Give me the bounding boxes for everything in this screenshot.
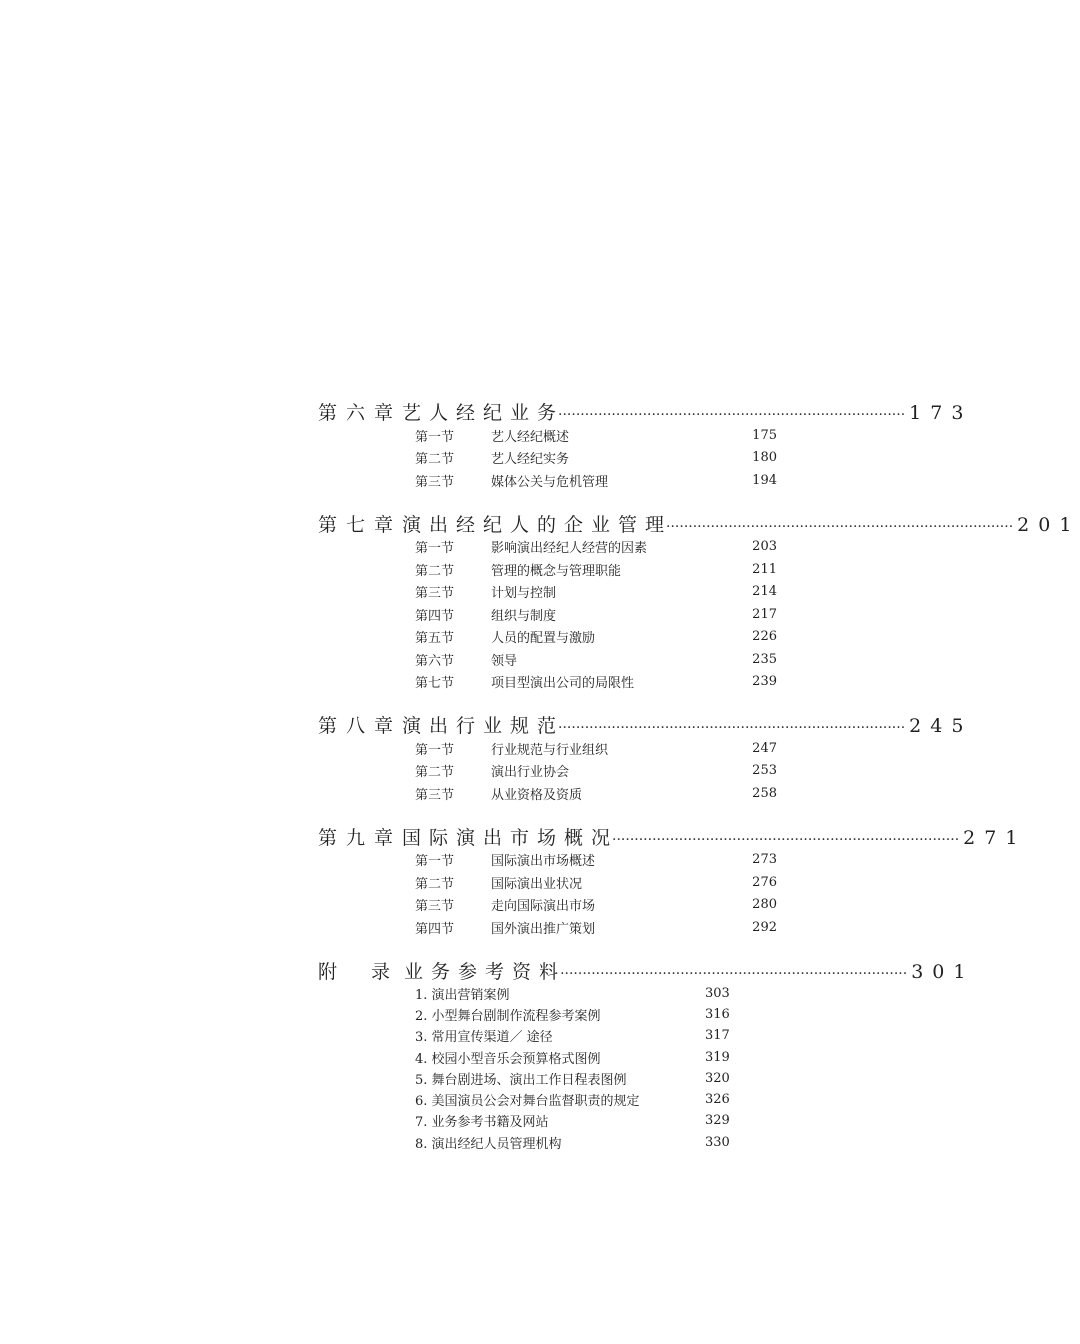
chapter-number: 第七章 — [318, 513, 403, 536]
appendix-label: 附 录 — [318, 960, 405, 983]
section-title: 走向国际演出市场 — [491, 899, 596, 915]
table-of-contents — [318, 398, 1080, 1171]
section-number: 第三节 — [415, 586, 455, 602]
chapter-heading — [318, 510, 1080, 536]
appendix-list — [415, 983, 846, 1153]
section-title: 组织与制度 — [491, 608, 557, 624]
section-page: 253 — [752, 763, 777, 779]
section-row — [415, 671, 846, 694]
section-title: 演出行业协会 — [491, 765, 570, 781]
appendix-item — [415, 1132, 846, 1153]
section-number: 第一节 — [415, 429, 455, 445]
appendix-item-title: 3. 常用宣传渠道／ 途径 — [415, 1030, 553, 1046]
chapter-heading — [318, 398, 973, 424]
section-number: 第四节 — [415, 921, 455, 937]
section-row — [415, 603, 846, 626]
section-row — [415, 581, 846, 604]
section-number: 第三节 — [415, 787, 455, 803]
section-page: 203 — [752, 539, 777, 555]
section-page: 175 — [752, 427, 777, 443]
section-page: 217 — [752, 606, 777, 622]
dot-leader: ·············································································· — [558, 720, 906, 736]
appendix-item — [415, 1068, 846, 1089]
section-title: 艺人经纪实务 — [491, 452, 570, 468]
section-row — [415, 626, 846, 649]
section-number: 第七节 — [415, 676, 455, 692]
appendix-item — [415, 1110, 846, 1131]
section-number: 第二节 — [415, 765, 455, 781]
section-number: 第一节 — [415, 541, 455, 557]
section-title: 从业资格及资质 — [491, 787, 583, 803]
chapter-number: 第六章 — [318, 402, 403, 424]
section-row — [415, 447, 846, 470]
chapter-number: 第八章 — [318, 715, 403, 737]
section-list — [415, 536, 846, 694]
chapter-title: 艺人经纪业务 — [402, 402, 565, 424]
section-page: 214 — [752, 584, 777, 600]
section-number: 第一节 — [415, 742, 455, 758]
section-page: 273 — [752, 852, 777, 868]
section-page: 235 — [752, 651, 777, 667]
appendix-item-page: 330 — [705, 1134, 730, 1150]
chapter-number: 第九章 — [318, 826, 403, 849]
appendix-item-title: 2. 小型舞台剧制作流程参考案例 — [415, 1008, 601, 1024]
section-row — [415, 648, 846, 671]
section-number: 第一节 — [415, 854, 455, 870]
section-title: 艺人经纪概述 — [491, 429, 570, 445]
section-title: 计划与控制 — [491, 586, 557, 602]
section-title: 媒体公关与危机管理 — [491, 474, 609, 490]
section-number: 第六节 — [415, 653, 455, 669]
appendix-item-page: 316 — [705, 1006, 730, 1022]
chapter-page: 173 — [909, 402, 973, 424]
section-number: 第二节 — [415, 563, 455, 579]
appendix-item-page: 317 — [705, 1028, 730, 1044]
section-number: 第三节 — [415, 474, 455, 490]
dot-leader: ·············································································· — [612, 831, 960, 848]
section-page: 276 — [752, 874, 777, 890]
appendix-item-page: 303 — [705, 985, 730, 1001]
chapter-title: 演出行业规范 — [402, 715, 565, 737]
appendix-item-title: 6. 美国演员公会对舞台监督职责的规定 — [415, 1094, 640, 1110]
section-page: 211 — [752, 561, 777, 577]
chapter-6 — [318, 398, 973, 492]
appendix-item-page: 326 — [705, 1092, 730, 1108]
section-page: 226 — [752, 629, 777, 645]
section-title: 领导 — [491, 653, 518, 669]
chapter-title: 演出经纪人的企业管理 — [402, 513, 673, 536]
chapter-9 — [318, 823, 1027, 939]
appendix-item — [415, 1046, 846, 1067]
chapter-page: 245 — [909, 715, 973, 737]
section-page: 258 — [752, 785, 777, 801]
section-page: 280 — [752, 897, 777, 913]
appendix-item — [415, 1089, 846, 1110]
chapter-8 — [318, 711, 973, 805]
appendix-item-page: 319 — [705, 1049, 730, 1065]
section-row — [415, 558, 846, 581]
section-list — [415, 424, 846, 492]
appendix-item — [415, 1025, 846, 1046]
section-page: 292 — [752, 919, 777, 935]
section-page: 247 — [752, 740, 777, 756]
appendix-item — [415, 983, 846, 1004]
section-row — [415, 469, 846, 492]
dot-leader: ·············································································· — [666, 518, 1014, 535]
chapter-7 — [318, 510, 1080, 694]
section-page: 194 — [752, 472, 777, 488]
section-title: 国际演出市场概述 — [491, 854, 596, 870]
section-row — [415, 424, 846, 447]
chapter-page: 271 — [963, 826, 1027, 849]
section-title: 项目型演出公司的局限性 — [491, 676, 635, 692]
section-list — [415, 849, 846, 939]
section-page: 239 — [752, 674, 777, 690]
section-row — [415, 894, 846, 917]
section-row — [415, 737, 846, 760]
chapter-title: 国际演出市场概况 — [402, 826, 619, 849]
appendix-item — [415, 1004, 846, 1025]
appendix-item-title: 4. 校园小型音乐会预算格式图例 — [415, 1051, 601, 1067]
chapter-heading — [318, 711, 973, 737]
section-list — [415, 737, 846, 805]
appendix-page: 301 — [911, 960, 975, 983]
appendix-item-title: 8. 演出经纪人员管理机构 — [415, 1136, 562, 1152]
chapter-page: 201 — [1017, 513, 1080, 536]
appendix-item-page: 329 — [705, 1113, 730, 1129]
appendix — [318, 957, 975, 1153]
appendix-item-title: 7. 业务参考书籍及网站 — [415, 1115, 549, 1131]
appendix-heading — [318, 957, 975, 983]
dot-leader: ·············································································· — [558, 407, 906, 423]
chapter-heading — [318, 823, 1027, 849]
section-title: 国外演出推广策划 — [491, 921, 596, 937]
section-title: 影响演出经纪人经营的因素 — [491, 541, 648, 557]
section-row — [415, 782, 846, 805]
section-row — [415, 849, 846, 872]
section-row — [415, 871, 846, 894]
appendix-title: 业务参考资料 — [404, 960, 567, 983]
section-number: 第三节 — [415, 899, 455, 915]
section-title: 国际演出业状况 — [491, 876, 583, 892]
section-number: 第五节 — [415, 631, 455, 647]
section-number: 第二节 — [415, 876, 455, 892]
dot-leader: ·············································································· — [560, 965, 908, 982]
section-number: 第二节 — [415, 452, 455, 468]
section-row — [415, 536, 846, 559]
section-title: 人员的配置与激励 — [491, 631, 596, 647]
appendix-item-title: 5. 舞台剧进场、演出工作日程表图例 — [415, 1072, 627, 1088]
section-row — [415, 916, 846, 939]
section-title: 行业规范与行业组织 — [491, 742, 609, 758]
section-number: 第四节 — [415, 608, 455, 624]
section-page: 180 — [752, 450, 777, 466]
appendix-item-title: 1. 演出营销案例 — [415, 987, 510, 1003]
section-row — [415, 760, 846, 783]
appendix-item-page: 320 — [705, 1070, 730, 1086]
section-title: 管理的概念与管理职能 — [491, 563, 622, 579]
